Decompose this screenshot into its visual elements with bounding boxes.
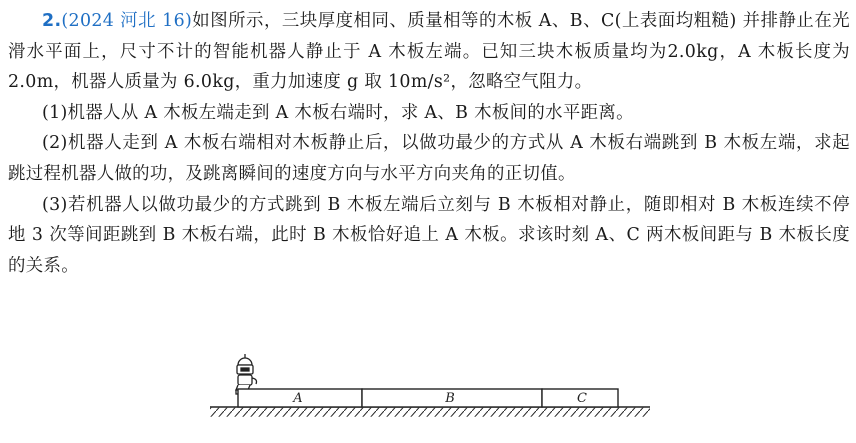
problem-source: (2024 河北 16) [61,11,193,31]
problem-stem: 如图所示，三块厚度相同、质量相等的木板 A、B、C(上表面均粗糙) 并排静止在光滑水平面上，尺寸不计的智能机器人静止于 A 木板左端。已知三块木板质量均为2.0kg，A 木板长度为 2.0m，机器人质量为 6.0kg，重力加速度 g 取 10m/s²，忽略空气阻力。 [8,11,850,93]
ground-hatching [210,408,650,417]
problem-stem-paragraph [8,6,850,98]
board-c-label: C [577,391,587,406]
problem-number: 2. [42,11,62,31]
boards-diagram [200,348,660,428]
board-a-label: A [293,391,303,406]
board-b-label: B [445,391,455,406]
question-part-3: (3)若机器人以做功最少的方式跳到 B 木板左端后立刻与 B 木板相对静止，随即相对 B 木板连续不停地 3 次等间距跳到 B 木板右端，此时 B 木板恰好追上 A 木板。求该时刻 A、C 两木板间距与 B 木板长度的关系。 [8,194,850,276]
question-part-2: (2)机器人走到 A 木板右端相对木板静止后，以做功最少的方式从 A 木板右端跳到 B 木板左端，求起跳过程机器人做的功，及跳离瞬间的速度方向与水平方向夹角的正切值。 [8,133,850,184]
robot-icon [236,354,257,394]
question-part-1: (1)机器人从 A 木板左端走到 A 木板右端时，求 A、B 木板间的水平距离。 [42,102,634,123]
problem-text [8,6,850,281]
